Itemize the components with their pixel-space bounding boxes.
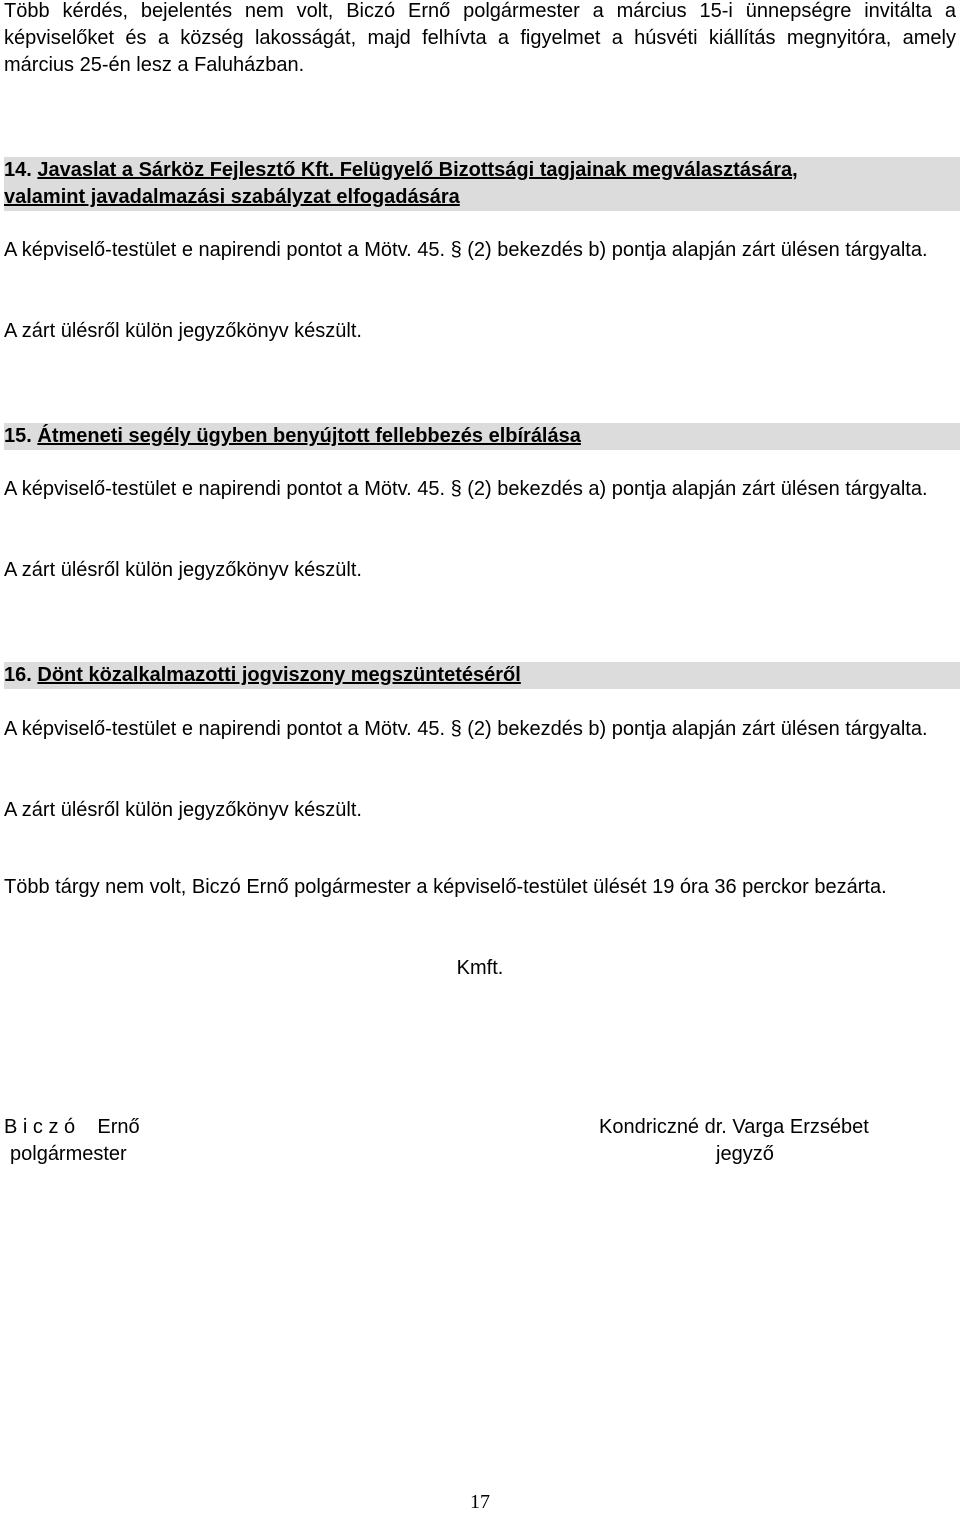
section-14-title-line1: Javaslat a Sárköz Fejlesztő Kft. Felügyelő Bizottsági tagjainak megválasztására, <box>37 159 798 181</box>
signature-right-title: jegyző <box>716 1143 774 1165</box>
section-14-heading <box>4 157 960 211</box>
section-14-note: A zárt ülésről külön jegyzőkönyv készült. <box>4 320 362 342</box>
signature-left-name: B i c z ó Ernő <box>4 1116 140 1138</box>
section-16-note: A zárt ülésről külön jegyzőkönyv készült. <box>4 799 362 821</box>
kmft-text: Kmft. <box>456 957 504 979</box>
section-15-note: A zárt ülésről külön jegyzőkönyv készült. <box>4 559 362 581</box>
section-14-body: A képviselő-testület e napirendi pontot a Mötv. 45. § (2) bekezdés b) pontja alapján zárt ülésen tárgyalta. <box>4 239 928 261</box>
section-16-body: A képviselő-testület e napirendi pontot a Mötv. 45. § (2) bekezdés b) pontja alapján zárt ülésen tárgyalta. <box>4 718 928 740</box>
section-15-body: A képviselő-testület e napirendi pontot a Mötv. 45. § (2) bekezdés a) pontja alapján zárt ülésen tárgyalta. <box>4 478 928 500</box>
intro-paragraph: Több kérdés, bejelentés nem volt, Biczó Ernő polgármester a március 15-i ünnepségre invitálta a képviselőket és a község lakosságát, majd felhívta a figyelmet a húsvéti kiállítás megnyitóra, amely március 25-én lesz a Faluházban. <box>4 0 956 76</box>
section-14-heading-line1 <box>4 157 960 184</box>
section-14-heading-line2 <box>4 184 960 211</box>
signature-left-title: polgármester <box>10 1143 127 1165</box>
closing-paragraph: Több tárgy nem volt, Biczó Ernő polgármester a képviselő-testület ülését 19 óra 36 perckor bezárta. <box>4 876 887 898</box>
signature-right-name: Kondriczné dr. Varga Erzsébet <box>599 1116 869 1138</box>
section-16-number: 16. <box>4 664 32 686</box>
section-16-heading <box>4 662 960 689</box>
section-15-heading <box>4 423 960 450</box>
section-16-title: Dönt közalkalmazotti jogviszony megszüntetéséről <box>37 664 521 686</box>
section-14-number: 14. <box>4 159 32 181</box>
section-14-title-line2: valamint javadalmazási szabályzat elfogadására <box>4 186 460 208</box>
page-number: 17 <box>470 1491 490 1513</box>
section-15-number: 15. <box>4 425 32 447</box>
section-15-title: Átmeneti segély ügyben benyújtott fellebbezés elbírálása <box>37 425 581 447</box>
